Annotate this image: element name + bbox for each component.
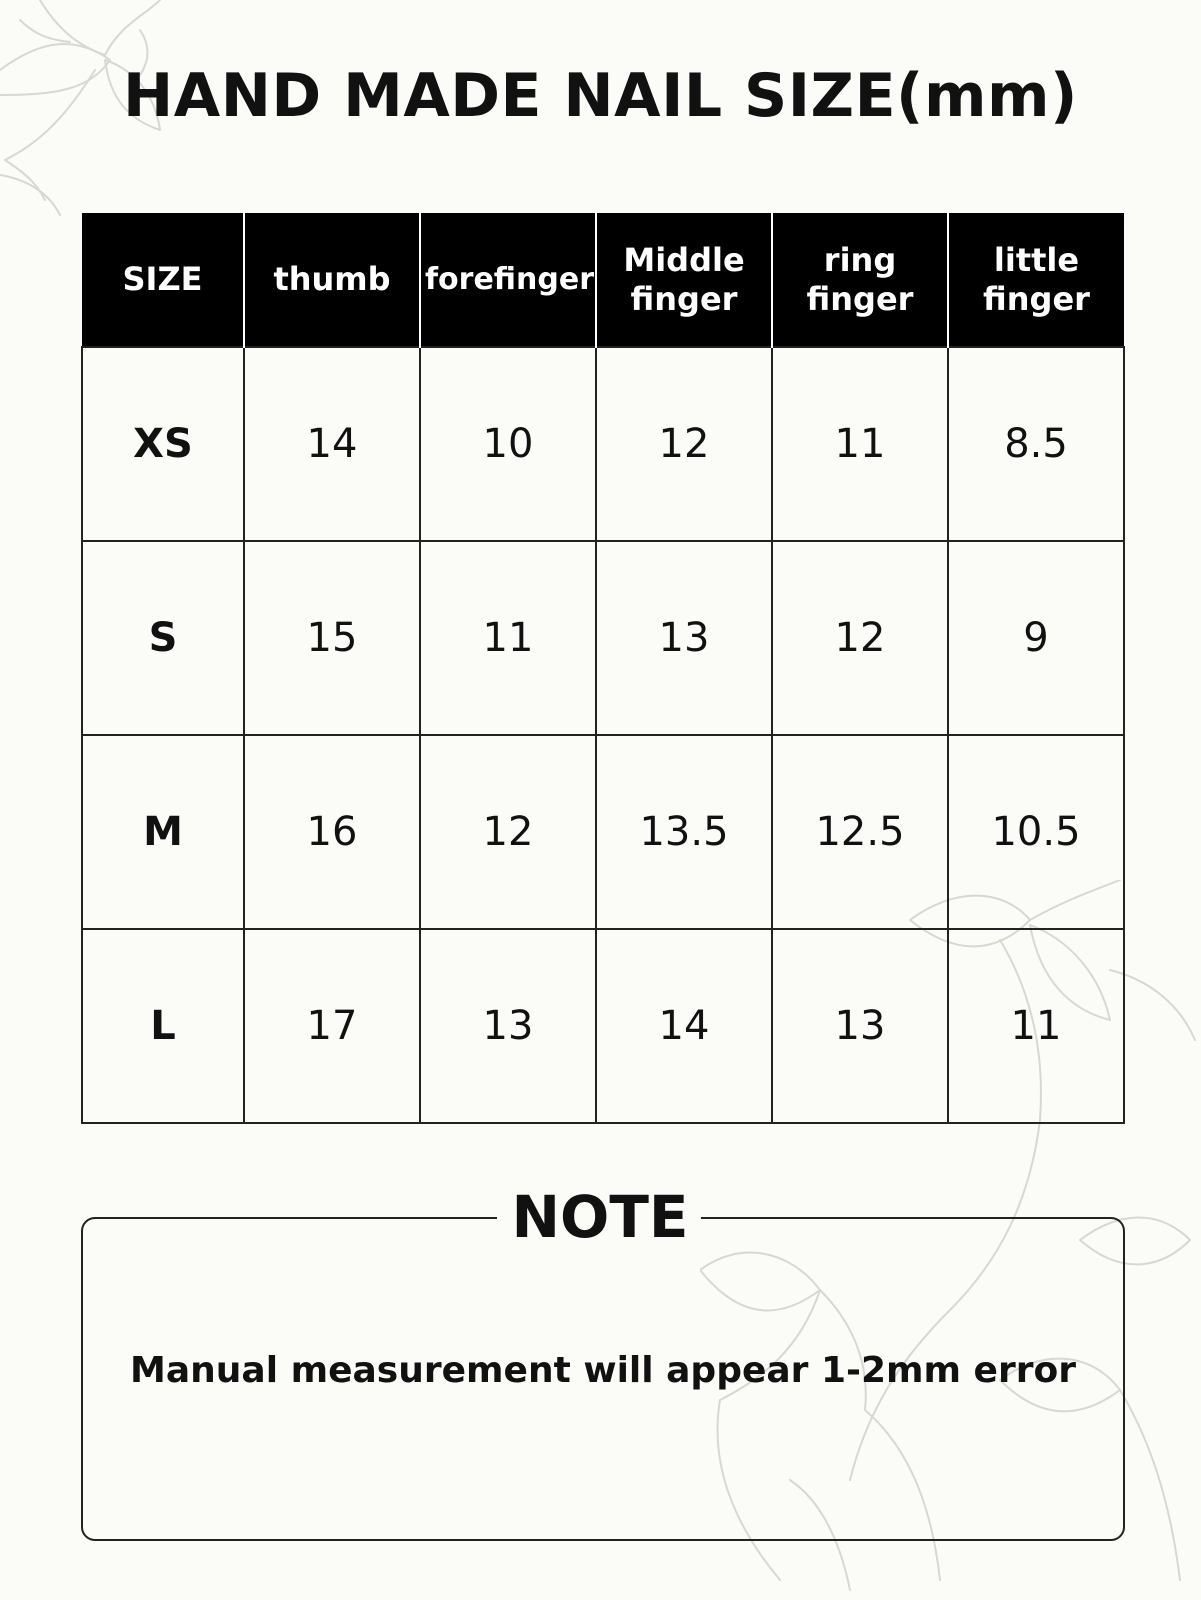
table-cell: 12 <box>772 541 948 735</box>
table-cell: 13 <box>772 929 948 1123</box>
header-forefinger: forefinger <box>420 213 596 347</box>
table-cell: 15 <box>244 541 420 735</box>
header-size: SIZE <box>82 213 244 347</box>
table-cell: 8.5 <box>948 347 1124 541</box>
note-text: Manual measurement will appear 1-2mm error <box>130 1350 1076 1391</box>
table-header-row <box>82 213 1124 347</box>
table-row-l <box>82 929 1124 1123</box>
table-cell: 11 <box>420 541 596 735</box>
table-cell: 10 <box>420 347 596 541</box>
header-little-finger: little finger <box>948 213 1124 347</box>
header-thumb: thumb <box>244 213 420 347</box>
table-cell: 14 <box>596 929 772 1123</box>
table-cell: 12.5 <box>772 735 948 929</box>
table-cell: 9 <box>948 541 1124 735</box>
size-label-s: S <box>82 541 244 735</box>
table-cell: 16 <box>244 735 420 929</box>
page-title: HAND MADE NAIL SIZE(mm) <box>123 61 1078 131</box>
table-cell: 13 <box>596 541 772 735</box>
table-row-s <box>82 541 1124 735</box>
table-cell: 12 <box>596 347 772 541</box>
note-title: NOTE <box>511 1183 689 1251</box>
table-cell: 13 <box>420 929 596 1123</box>
table-cell: 10.5 <box>948 735 1124 929</box>
nail-size-table <box>81 213 1125 1124</box>
table-cell: 17 <box>244 929 420 1123</box>
table-row-m <box>82 735 1124 929</box>
size-label-m: M <box>82 735 244 929</box>
table-cell: 11 <box>772 347 948 541</box>
header-middle-finger: Middle finger <box>596 213 772 347</box>
header-ring-finger: ring finger <box>772 213 948 347</box>
table-cell: 14 <box>244 347 420 541</box>
table-cell: 12 <box>420 735 596 929</box>
table-cell: 11 <box>948 929 1124 1123</box>
table-cell: 13.5 <box>596 735 772 929</box>
size-label-l: L <box>82 929 244 1123</box>
size-label-xs: XS <box>82 347 244 541</box>
table-row-xs <box>82 347 1124 541</box>
